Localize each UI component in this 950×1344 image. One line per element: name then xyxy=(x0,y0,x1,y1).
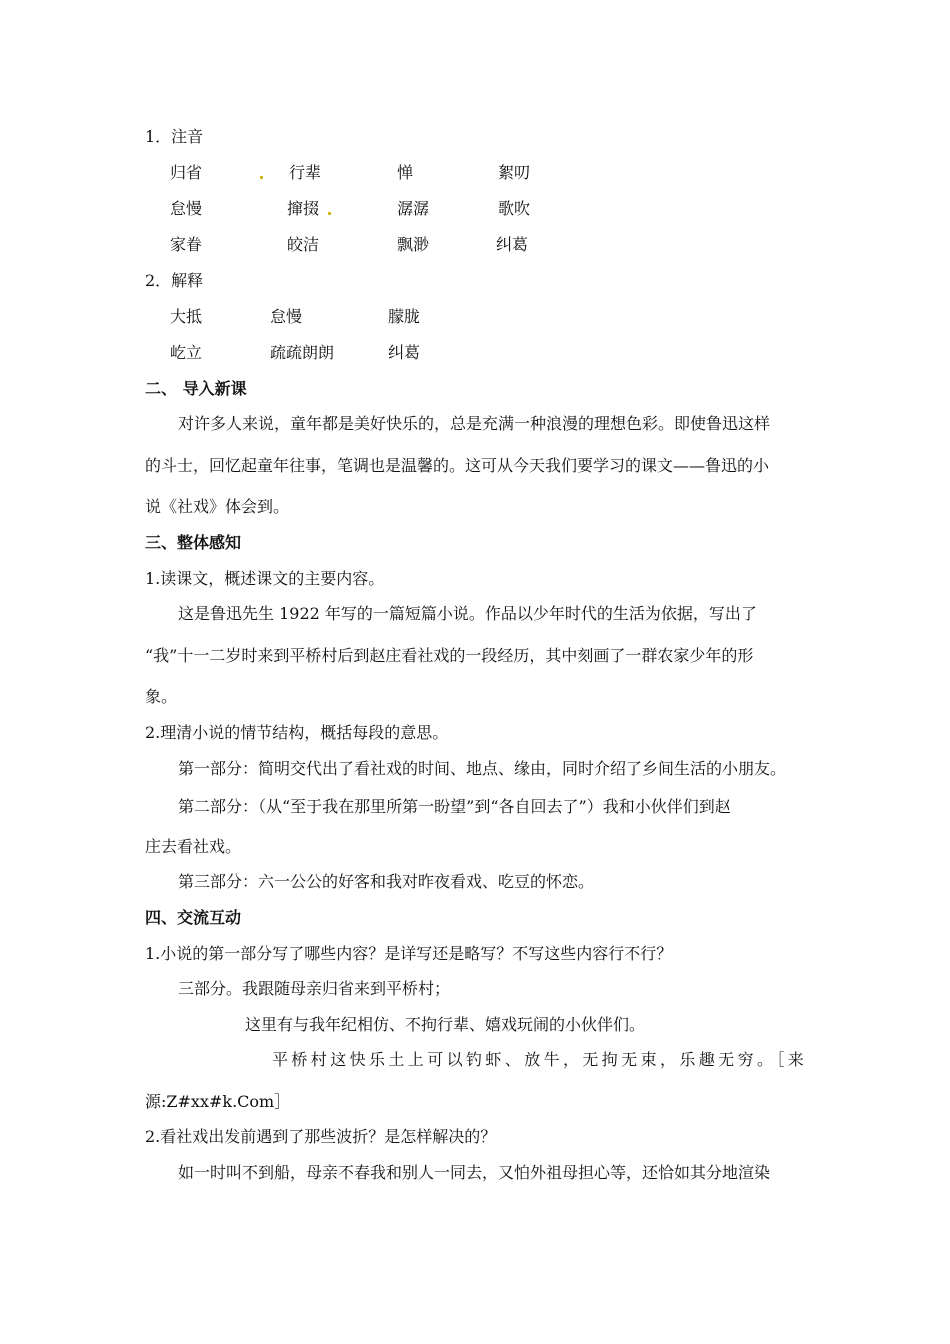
scan-mark xyxy=(260,176,263,179)
word-item: 纠葛 xyxy=(496,235,529,254)
word-item: 行辈 xyxy=(289,163,322,182)
paragraph-line: 源:Z#xx#k.Com］ xyxy=(145,1092,291,1111)
word-item: 撺掇 xyxy=(287,199,320,218)
word-item: 惮 xyxy=(397,163,414,182)
question-line: 1.小说的第一部分写了哪些内容？是详写还是略写？不写这些内容行不行？ xyxy=(145,944,673,963)
paragraph-line: 第二部分：（从“至于我在那里所第一盼望”到“各自回去了”）我和小伙伴们到赵 xyxy=(178,797,731,816)
word-item: 大抵 xyxy=(170,307,203,326)
paragraph-line: 第一部分：简明交代出了看社戏的时间、地点、缘由，同时介绍了乡间生活的小朋友。 xyxy=(178,759,787,778)
word-item: 纠葛 xyxy=(388,343,421,362)
word-item: 家眷 xyxy=(170,235,203,254)
paragraph-line: 第三部分：六一公公的好客和我对昨夜看戏、吃豆的怀恋。 xyxy=(178,872,595,891)
section-jieshi-title: 2．解释 xyxy=(145,271,204,290)
word-item: 潺潺 xyxy=(397,199,430,218)
word-item: 飘渺 xyxy=(397,235,430,254)
section-heading: 三、整体感知 xyxy=(145,533,242,552)
section-heading: 四、交流互动 xyxy=(145,908,242,927)
word-item: 怠慢 xyxy=(170,199,203,218)
scan-mark xyxy=(328,212,331,215)
paragraph-line: 平桥村这快乐土上可以钓虾、放牛，无拘无束，乐趣无穷。［来 xyxy=(272,1050,808,1069)
paragraph-line: “我”十一二岁时来到平桥村后到赵庄看社戏的一段经历，其中刻画了一群农家少年的形 xyxy=(145,646,754,665)
word-item: 絮叨 xyxy=(498,163,531,182)
paragraph-line: 如一时叫不到船，母亲不春我和别人一同去，又怕外祖母担心等，还恰如其分地渲染 xyxy=(178,1163,771,1182)
paragraph-line: 三部分。我跟随母亲归省来到平桥村； xyxy=(178,979,451,998)
question-line: 2.理清小说的情节结构，概括每段的意思。 xyxy=(145,723,449,742)
question-line: 1.读课文，概述课文的主要内容。 xyxy=(145,569,385,588)
word-item: 皎洁 xyxy=(287,235,320,254)
paragraph-line: 的斗士，回忆起童年往事，笔调也是温馨的。这可从今天我们要学习的课文——鲁迅的小 xyxy=(145,456,770,475)
word-item: 歌吹 xyxy=(498,199,531,218)
paragraph-line: 说《社戏》体会到。 xyxy=(145,497,290,516)
word-item: 怠慢 xyxy=(270,307,303,326)
paragraph-line: 象。 xyxy=(145,687,178,706)
question-line: 2.看社戏出发前遇到了那些波折？是怎样解决的？ xyxy=(145,1127,497,1146)
word-item: 疏疏朗朗 xyxy=(270,343,335,362)
paragraph-line: 庄去看社戏。 xyxy=(145,837,242,856)
word-item: 朦胧 xyxy=(388,307,421,326)
paragraph-line: 这是鲁迅先生 1922 年写的一篇短篇小说。作品以少年时代的生活为依据，写出了 xyxy=(178,604,757,623)
section-zhuyin-title: 1．注音 xyxy=(145,127,204,146)
section-heading: 二、 导入新课 xyxy=(145,379,247,398)
word-item: 归省 xyxy=(170,163,203,182)
word-item: 屹立 xyxy=(170,343,203,362)
paragraph-line: 这里有与我年纪相仿、不拘行辈、嬉戏玩闹的小伙伴们。 xyxy=(245,1015,646,1034)
paragraph-line: 对许多人来说，童年都是美好快乐的，总是充满一种浪漫的理想色彩。即使鲁迅这样 xyxy=(178,414,771,433)
